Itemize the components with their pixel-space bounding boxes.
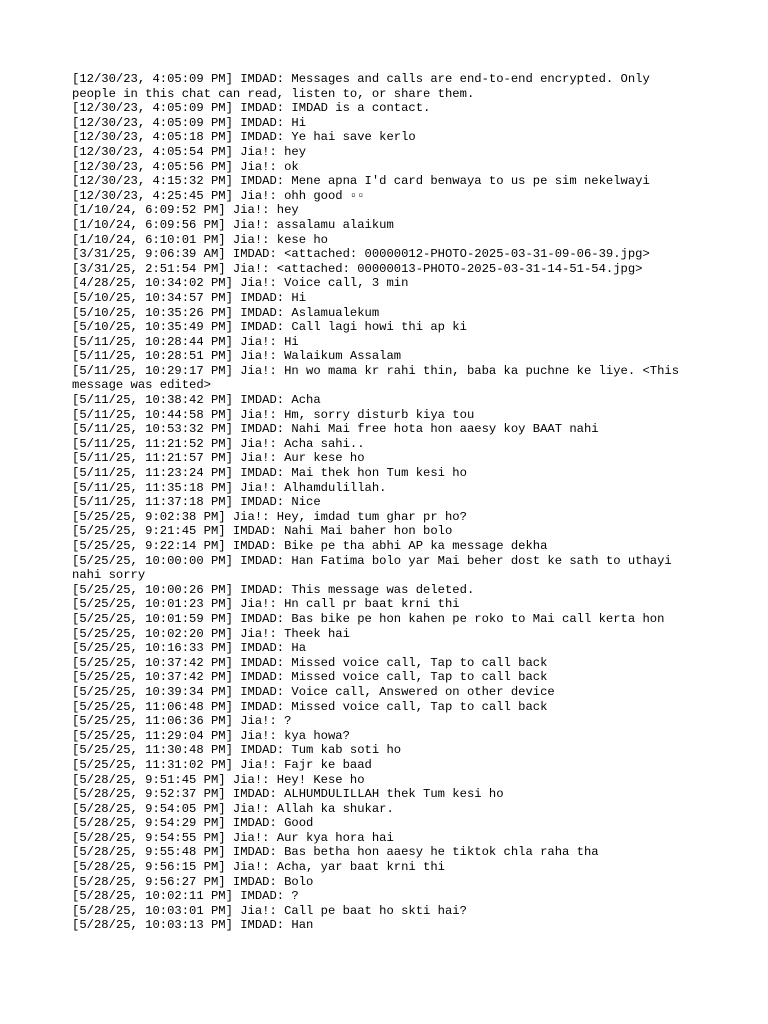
chat-line: [5/11/25, 10:28:44 PM] Jia!: Hi bbox=[72, 334, 299, 349]
chat-line: [1/10/24, 6:10:01 PM] Jia!: kese ho bbox=[72, 232, 328, 247]
chat-line: [5/11/25, 11:21:57 PM] Jia!: Aur kese ho bbox=[72, 451, 365, 466]
chat-line: [5/25/25, 11:06:36 PM] Jia!: ? bbox=[72, 714, 292, 729]
chat-line: [5/25/25, 10:02:20 PM] Jia!: Theek hai bbox=[72, 626, 350, 641]
chat-line: [5/11/25, 11:37:18 PM] IMDAD: Nice bbox=[72, 495, 321, 510]
chat-line: [5/28/25, 10:02:11 PM] IMDAD: ? bbox=[72, 889, 299, 904]
chat-line: [5/25/25, 11:29:04 PM] Jia!: kya howa? bbox=[72, 728, 350, 743]
chat-line: [5/28/25, 9:51:45 PM] Jia!: Hey! Kese ho bbox=[72, 772, 365, 787]
chat-line: [5/25/25, 11:30:48 PM] IMDAD: Tum kab soti ho bbox=[72, 743, 402, 758]
chat-line: [5/28/25, 9:55:48 PM] IMDAD: Bas betha hon aaesy he tiktok chla raha tha bbox=[72, 845, 599, 860]
chat-line: [12/30/23, 4:05:54 PM] Jia!: hey bbox=[72, 144, 307, 159]
chat-line: [5/11/25, 10:38:42 PM] IMDAD: Acha bbox=[72, 393, 321, 408]
chat-line: [5/11/25, 11:23:24 PM] IMDAD: Mai thek hon Tum kesi ho bbox=[72, 466, 467, 481]
chat-transcript bbox=[72, 72, 696, 933]
chat-line: [5/28/25, 9:54:05 PM] Jia!: Allah ka shukar. bbox=[72, 801, 394, 816]
chat-line: [12/30/23, 4:05:56 PM] Jia!: ok bbox=[72, 159, 299, 174]
chat-line: [5/28/25, 9:54:55 PM] Jia!: Aur kya hora hai bbox=[72, 830, 394, 845]
chat-line: [5/25/25, 10:39:34 PM] IMDAD: Voice call, Answered on other device bbox=[72, 684, 555, 699]
chat-line: [5/25/25, 10:37:42 PM] IMDAD: Missed voice call, Tap to call back bbox=[72, 655, 548, 670]
chat-line: [12/30/23, 4:15:32 PM] IMDAD: Mene apna I'd card benwaya to us pe sim nekelwayi bbox=[72, 174, 650, 189]
chat-line: [1/10/24, 6:09:56 PM] Jia!: assalamu alaikum bbox=[72, 217, 394, 232]
chat-line: [3/31/25, 9:06:39 AM] IMDAD: <attached: 00000012-PHOTO-2025-03-31-09-06-39.jpg> bbox=[72, 247, 650, 262]
chat-line: [12/30/23, 4:05:09 PM] IMDAD: Hi bbox=[72, 115, 307, 130]
chat-line: [5/11/25, 10:53:32 PM] IMDAD: Nahi Mai free hota hon aaesy koy BAAT nahi bbox=[72, 422, 599, 437]
chat-line: [5/25/25, 11:06:48 PM] IMDAD: Missed voice call, Tap to call back bbox=[72, 699, 548, 714]
chat-line: [5/28/25, 9:52:37 PM] IMDAD: ALHUMDULILLAH thek Tum kesi ho bbox=[72, 787, 504, 802]
chat-line: [5/25/25, 10:01:23 PM] Jia!: Hn call pr baat krni thi bbox=[72, 597, 460, 612]
chat-line: [5/25/25, 10:01:59 PM] IMDAD: Bas bike pe hon kahen pe roko to Mai call kerta hon bbox=[72, 611, 665, 626]
chat-line: [5/28/25, 10:03:01 PM] Jia!: Call pe baat ho skti hai? bbox=[72, 903, 467, 918]
chat-line: [5/11/25, 10:44:58 PM] Jia!: Hm, sorry disturb kiya tou bbox=[72, 407, 475, 422]
chat-line: [5/10/25, 10:35:49 PM] IMDAD: Call lagi howi thi ap ki bbox=[72, 320, 467, 335]
chat-line: [12/30/23, 4:05:18 PM] IMDAD: Ye hai save kerlo bbox=[72, 130, 416, 145]
chat-line: [5/11/25, 11:35:18 PM] Jia!: Alhamdulillah. bbox=[72, 480, 387, 495]
chat-line: [12/30/23, 4:25:45 PM] Jia!: ohh good ▫▫ bbox=[72, 188, 365, 203]
chat-line: [12/30/23, 4:05:09 PM] IMDAD: Messages and calls are end-to-end encrypted. Only people in this chat can read, listen to, or share them. bbox=[72, 72, 658, 101]
chat-line: [5/10/25, 10:35:26 PM] IMDAD: Aslamualekum bbox=[72, 305, 380, 320]
chat-line: [5/25/25, 9:22:14 PM] IMDAD: Bike pe tha abhi AP ka message dekha bbox=[72, 539, 548, 553]
chat-line: [5/25/25, 9:02:38 PM] Jia!: Hey, imdad tum ghar pr ho? bbox=[72, 509, 467, 524]
chat-line: [5/25/25, 9:21:45 PM] IMDAD: Nahi Mai baher hon bolo bbox=[72, 524, 453, 539]
chat-line: [5/25/25, 10:00:00 PM] IMDAD: Han Fatima bolo yar Mai beher dost ke sath to uthayi nahi sorry bbox=[72, 553, 680, 583]
chat-line: [5/11/25, 11:21:52 PM] Jia!: Acha sahi.. bbox=[72, 436, 365, 451]
chat-line: [5/25/25, 11:31:02 PM] Jia!: Fajr ke baad bbox=[72, 757, 372, 772]
chat-line: [12/30/23, 4:05:09 PM] IMDAD: IMDAD is a contact. bbox=[72, 101, 431, 116]
chat-line: [5/25/25, 10:37:42 PM] IMDAD: Missed voice call, Tap to call back bbox=[72, 670, 548, 685]
chat-line: [5/28/25, 9:56:15 PM] Jia!: Acha, yar baat krni thi bbox=[72, 860, 445, 875]
chat-line: [5/28/25, 9:56:27 PM] IMDAD: Bolo bbox=[72, 874, 314, 889]
chat-line: [5/11/25, 10:29:17 PM] Jia!: Hn wo mama kr rahi thin, baba ka puchne ke liye. <This message was edited> bbox=[72, 363, 687, 393]
chat-line: [5/11/25, 10:28:51 PM] Jia!: Walaikum Assalam bbox=[72, 349, 402, 364]
chat-line: [1/10/24, 6:09:52 PM] Jia!: hey bbox=[72, 203, 299, 218]
chat-line: [5/25/25, 10:16:33 PM] IMDAD: Ha bbox=[72, 641, 307, 656]
chat-line: [5/25/25, 10:00:26 PM] IMDAD: This message was deleted. bbox=[72, 582, 475, 597]
chat-line: [3/31/25, 2:51:54 PM] Jia!: <attached: 00000013-PHOTO-2025-03-31-14-51-54.jpg> bbox=[72, 261, 643, 276]
chat-line: [5/28/25, 10:03:13 PM] IMDAD: Han bbox=[72, 918, 314, 933]
chat-line: [5/10/25, 10:34:57 PM] IMDAD: Hi bbox=[72, 290, 307, 305]
chat-line: [4/28/25, 10:34:02 PM] Jia!: Voice call, 3 min bbox=[72, 276, 409, 291]
chat-line: [5/28/25, 9:54:29 PM] IMDAD: Good bbox=[72, 816, 314, 831]
